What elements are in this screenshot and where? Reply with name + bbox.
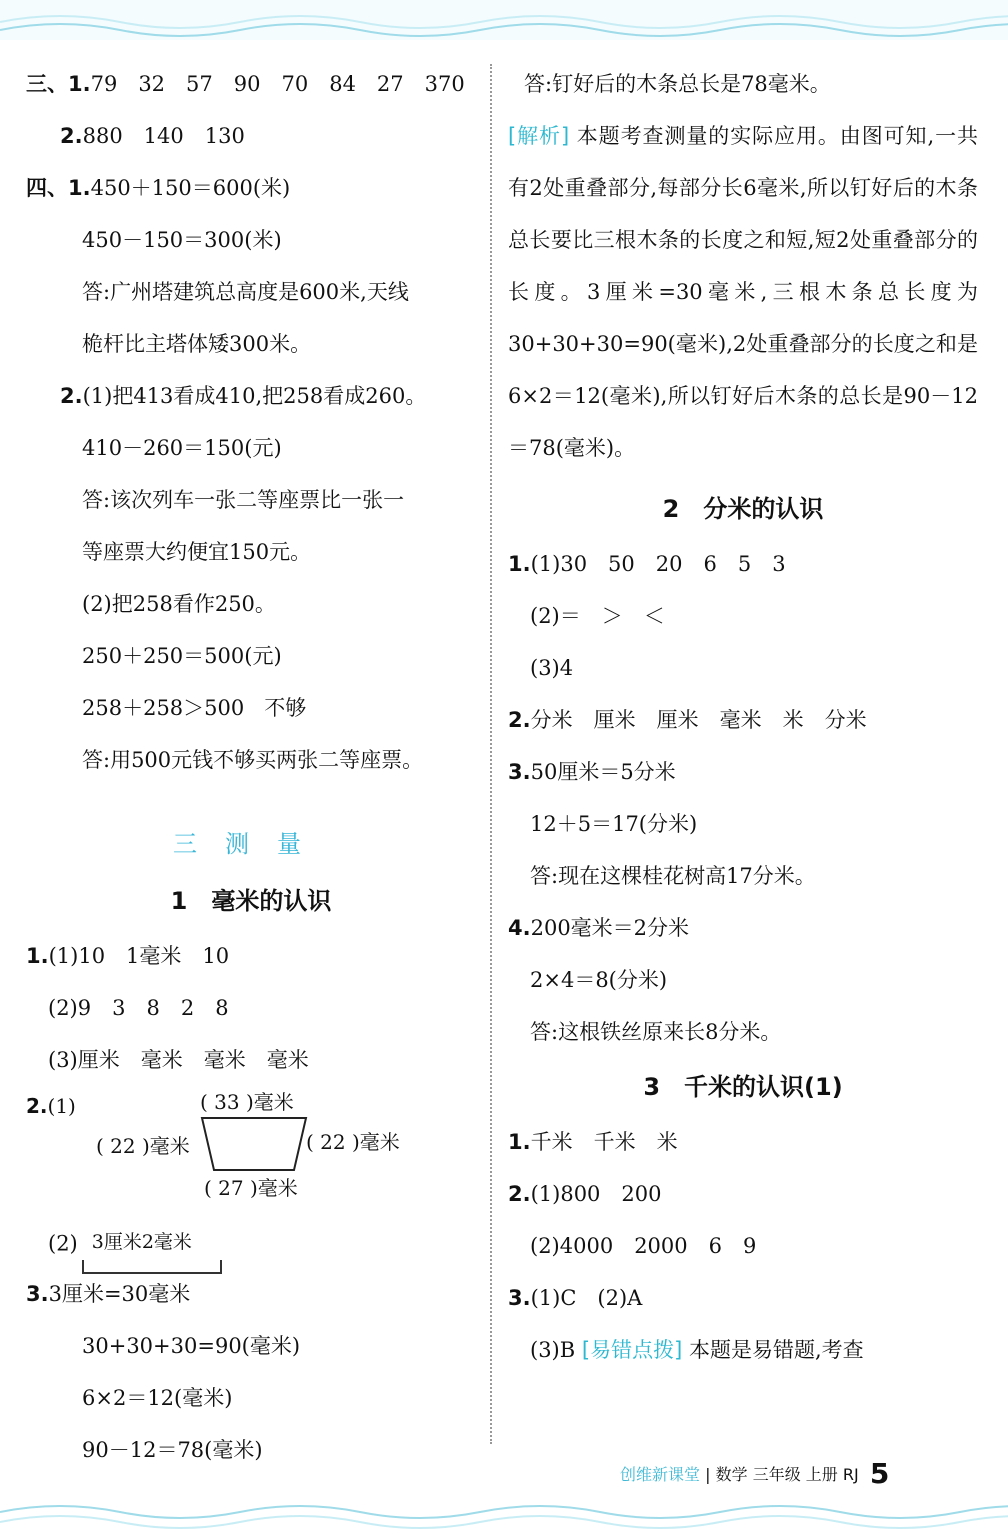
lesson2-q4-c: 答:这根铁丝原来长8分米。 — [530, 1020, 782, 1044]
answer-s4-1-eq1: 四、1.450＋150＝600(米) — [26, 176, 291, 200]
left-column — [26, 58, 476, 1476]
unit-title: 三测量 — [173, 830, 329, 858]
lesson1-q1-a: 1.(1)10 1毫米 10 — [26, 944, 230, 968]
footer-subject: 数学 — [715, 1465, 748, 1484]
footer-grade: 三年级 — [752, 1465, 801, 1484]
lesson1-q2-label: 2.(1) — [26, 1094, 76, 1118]
trapezoid-top-length: ( 33 )毫米 — [200, 1090, 294, 1114]
lesson2-q3-b: 12＋5＝17(分米) — [530, 812, 698, 836]
lesson2-q3-c: 答:现在这棵桂花树高17分米。 — [530, 864, 816, 888]
lesson1-q3-a: 3.3厘米=30毫米 — [26, 1282, 191, 1306]
lesson3-q1: 1.千米 千米 米 — [508, 1130, 678, 1154]
lesson2-q1-b: (2)＝ ＞ ＜ — [530, 604, 665, 628]
top-decorative-border — [0, 0, 1008, 40]
lesson3-q2-b: (2)4000 2000 6 9 — [530, 1234, 757, 1258]
trapezoid-figure — [26, 1086, 476, 1216]
lesson3-q3-a: 3.(1)C (2)A — [508, 1286, 643, 1310]
answer-s3-1: 三、1.79 32 57 90 70 84 27 370 — [26, 72, 465, 96]
lesson1-q2-part2: (2) 3厘米2毫米 — [26, 1216, 476, 1268]
footer-volume: 上册 — [805, 1465, 838, 1484]
lesson2-q4-b: 2×4＝8(分米) — [530, 968, 668, 992]
footer-edition: RJ — [842, 1465, 859, 1484]
answer-s4-2-conclusion-2: 答:用500元钱不够买两张二等座票。 — [82, 748, 424, 772]
lesson1-q3-c: 6×2＝12(毫米) — [82, 1386, 233, 1410]
lesson-1-title: 1 毫米的认识 — [170, 887, 332, 915]
analysis-paragraph: [解析] 本题考查测量的实际应用。由图可知,一共有2处重叠部分,每部分长6毫米,所以钉好后的木条总长要比三根木条的长度之和短,短2处重叠部分的长度。3厘米=30毫米,三根木条总长度为30+30+30=90(毫米),2处重叠部分的长度之和是6×2＝12(毫米),所以钉好后木条的总长是90－12＝78(毫米)。 — [508, 124, 978, 460]
lesson2-q4-a: 4.200毫米＝2分米 — [508, 916, 690, 940]
answer-s4-1-conclusion-b: 桅杆比主塔体矮300米。 — [82, 332, 312, 356]
lesson3-q3-b: (3)B [易错点拨] 本题是易错题,考查 — [530, 1338, 864, 1362]
answer-s4-2-p2: (2)把258看作250。 — [82, 592, 276, 616]
answer-s4-1-eq2: 450－150＝300(米) — [82, 228, 282, 252]
lesson2-q1-c: (3)4 — [530, 656, 574, 680]
trapezoid-left-length: ( 22 )毫米 — [96, 1134, 190, 1158]
lesson1-q1-c: (3)厘米 毫米 毫米 毫米 — [48, 1048, 309, 1072]
lesson1-q3-b: 30+30+30=90(毫米) — [82, 1334, 301, 1358]
answer-s4-2-p1: 2.(1)把413看成410,把258看成260。 — [60, 384, 427, 408]
lesson2-q1-a: 1.(1)30 50 20 6 5 3 — [508, 552, 786, 576]
answer-s4-1-conclusion-a: 答:广州塔建筑总高度是600米,天线 — [82, 280, 409, 304]
lesson2-q3-a: 3.50厘米＝5分米 — [508, 760, 676, 784]
trapezoid-right-length: ( 22 )毫米 — [306, 1130, 400, 1154]
lesson3-q2-a: 2.(1)800 200 — [508, 1182, 662, 1206]
lesson-3-title: 3 千米的认识(1) — [643, 1073, 843, 1101]
answer-s4-2-conclusion-1b: 等座票大约便宜150元。 — [82, 540, 312, 564]
lesson-2-title: 2 分米的认识 — [662, 495, 824, 523]
lesson2-q2: 2.分米 厘米 厘米 毫米 米 分米 — [508, 708, 867, 732]
mistake-tip-tag: [易错点拨] — [581, 1338, 683, 1362]
measured-line-segment: 3厘米2毫米 — [82, 1216, 222, 1274]
page-number: 5 — [869, 1457, 890, 1490]
right-column — [508, 58, 978, 1376]
column-divider — [490, 64, 492, 1444]
answer-s4-2-eq2: 250＋250＝500(元) — [82, 644, 282, 668]
analysis-tag: [解析] — [508, 124, 570, 148]
lesson1-q3-d: 90－12＝78(毫米) — [82, 1438, 263, 1462]
footer-brand: 创维新课堂 — [620, 1465, 701, 1484]
answer-s4-2-conclusion-1a: 答:该次列车一张二等座票比一张一 — [82, 488, 405, 512]
lesson1-q3-conclusion: 答:钉好后的木条总长是78毫米。 — [524, 72, 831, 96]
answer-s4-2-eq1: 410－260＝150(元) — [82, 436, 282, 460]
page-footer: 创维新课堂 | 数学 三年级 上册 RJ 5 — [620, 1457, 890, 1490]
answer-s4-2-eq3: 258＋258＞500 不够 — [82, 696, 307, 720]
lesson1-q1-b: (2)9 3 8 2 8 — [48, 996, 229, 1020]
answer-s3-2: 2.880 140 130 — [60, 124, 245, 148]
trapezoid-shape — [198, 1114, 310, 1174]
watermark-logo — [820, 1475, 1005, 1533]
trapezoid-bottom-length: ( 27 )毫米 — [204, 1176, 298, 1200]
